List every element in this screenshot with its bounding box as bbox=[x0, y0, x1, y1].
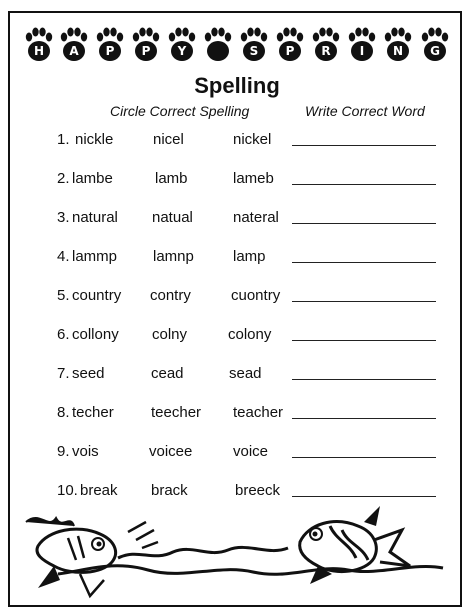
word-row bbox=[0, 209, 474, 233]
choice-2[interactable]: natual bbox=[152, 209, 193, 226]
answer-line[interactable] bbox=[292, 145, 436, 146]
choice-1[interactable]: collony bbox=[72, 326, 119, 343]
choice-3[interactable]: cuontry bbox=[231, 287, 281, 304]
paw-print-icon bbox=[239, 27, 269, 67]
choice-1[interactable]: break bbox=[80, 482, 118, 499]
choice-3[interactable]: lamp bbox=[233, 248, 266, 265]
item-number: 1. bbox=[57, 131, 70, 148]
choice-3[interactable]: breeck bbox=[235, 482, 281, 499]
choice-3[interactable]: sead bbox=[229, 365, 262, 382]
word-row bbox=[0, 170, 474, 194]
word-row bbox=[0, 326, 474, 350]
paw-print-icon bbox=[203, 27, 233, 67]
answer-line[interactable] bbox=[292, 379, 436, 380]
item-number: 6. bbox=[57, 326, 70, 343]
fish-and-waves-decoration bbox=[18, 500, 458, 600]
choice-1[interactable]: seed bbox=[72, 365, 105, 382]
banner-letter: Y bbox=[177, 44, 187, 58]
paw-print-icon bbox=[347, 27, 377, 67]
choice-1[interactable]: natural bbox=[72, 209, 118, 226]
choice-2[interactable]: lamnp bbox=[153, 248, 194, 265]
choice-2[interactable]: cead bbox=[151, 365, 184, 382]
instruction-write: Write Correct Word bbox=[305, 103, 425, 119]
banner-letter: I bbox=[359, 44, 365, 58]
answer-line[interactable] bbox=[292, 457, 436, 458]
page-title: Spelling bbox=[194, 73, 280, 98]
fish-icon bbox=[26, 518, 116, 596]
banner-letter: R bbox=[321, 44, 331, 58]
paw-print-icon bbox=[275, 27, 305, 67]
banner-letter: G bbox=[430, 44, 440, 58]
choice-3[interactable]: lameb bbox=[233, 170, 274, 187]
word-row bbox=[0, 404, 474, 428]
choice-1[interactable]: lammp bbox=[72, 248, 118, 265]
choice-2[interactable]: teecher bbox=[151, 404, 202, 421]
choice-2[interactable]: lamb bbox=[155, 170, 188, 187]
banner-letter: P bbox=[285, 44, 295, 58]
answer-line[interactable] bbox=[292, 418, 436, 419]
banner-letter: S bbox=[249, 44, 259, 58]
choice-1[interactable]: techer bbox=[72, 404, 114, 421]
answer-line[interactable] bbox=[292, 340, 436, 341]
item-number: 8. bbox=[57, 404, 70, 421]
choice-2[interactable]: colny bbox=[152, 326, 188, 343]
happy-spring-banner bbox=[24, 27, 454, 71]
item-number: 7. bbox=[57, 365, 70, 382]
banner-letter: P bbox=[141, 44, 151, 58]
answer-line[interactable] bbox=[292, 262, 436, 263]
choice-3[interactable]: nickel bbox=[233, 131, 272, 148]
paw-print-icon bbox=[167, 27, 197, 67]
word-row bbox=[0, 248, 474, 272]
choice-2[interactable]: contry bbox=[150, 287, 191, 304]
choice-2[interactable]: brack bbox=[151, 482, 188, 499]
choice-1[interactable]: vois bbox=[72, 443, 99, 460]
banner-letter: N bbox=[392, 44, 404, 58]
paw-print-icon bbox=[311, 27, 341, 67]
paw-print-icon bbox=[24, 27, 54, 67]
item-number: 10. bbox=[57, 482, 78, 499]
item-number: 5. bbox=[57, 287, 70, 304]
banner-letter: A bbox=[69, 44, 79, 58]
answer-line[interactable] bbox=[292, 496, 436, 497]
word-row bbox=[0, 443, 474, 467]
banner-letter: H bbox=[33, 44, 45, 58]
choice-1[interactable]: nickle bbox=[75, 131, 114, 148]
word-row bbox=[0, 287, 474, 311]
paw-print-icon bbox=[59, 27, 89, 67]
answer-line[interactable] bbox=[292, 301, 436, 302]
paw-print-icon bbox=[95, 27, 125, 67]
instruction-circle: Circle Correct Spelling bbox=[110, 103, 250, 119]
banner-letter: P bbox=[105, 44, 115, 58]
paw-print-icon bbox=[420, 27, 450, 67]
paw-print-icon bbox=[131, 27, 161, 67]
choice-3[interactable]: teacher bbox=[233, 404, 284, 421]
choice-3[interactable]: voice bbox=[233, 443, 269, 460]
item-number: 4. bbox=[57, 248, 70, 265]
choice-1[interactable]: lambe bbox=[72, 170, 113, 187]
choice-3[interactable]: colony bbox=[228, 326, 272, 343]
word-row bbox=[0, 131, 474, 155]
answer-line[interactable] bbox=[292, 184, 436, 185]
choice-2[interactable]: nicel bbox=[153, 131, 184, 148]
item-number: 9. bbox=[57, 443, 70, 460]
item-number: 2. bbox=[57, 170, 70, 187]
word-row bbox=[0, 365, 474, 389]
paw-print-icon bbox=[383, 27, 413, 67]
choice-3[interactable]: nateral bbox=[233, 209, 279, 226]
answer-line[interactable] bbox=[292, 223, 436, 224]
choice-1[interactable]: country bbox=[72, 287, 122, 304]
choice-2[interactable]: voicee bbox=[149, 443, 193, 460]
item-number: 3. bbox=[57, 209, 70, 226]
